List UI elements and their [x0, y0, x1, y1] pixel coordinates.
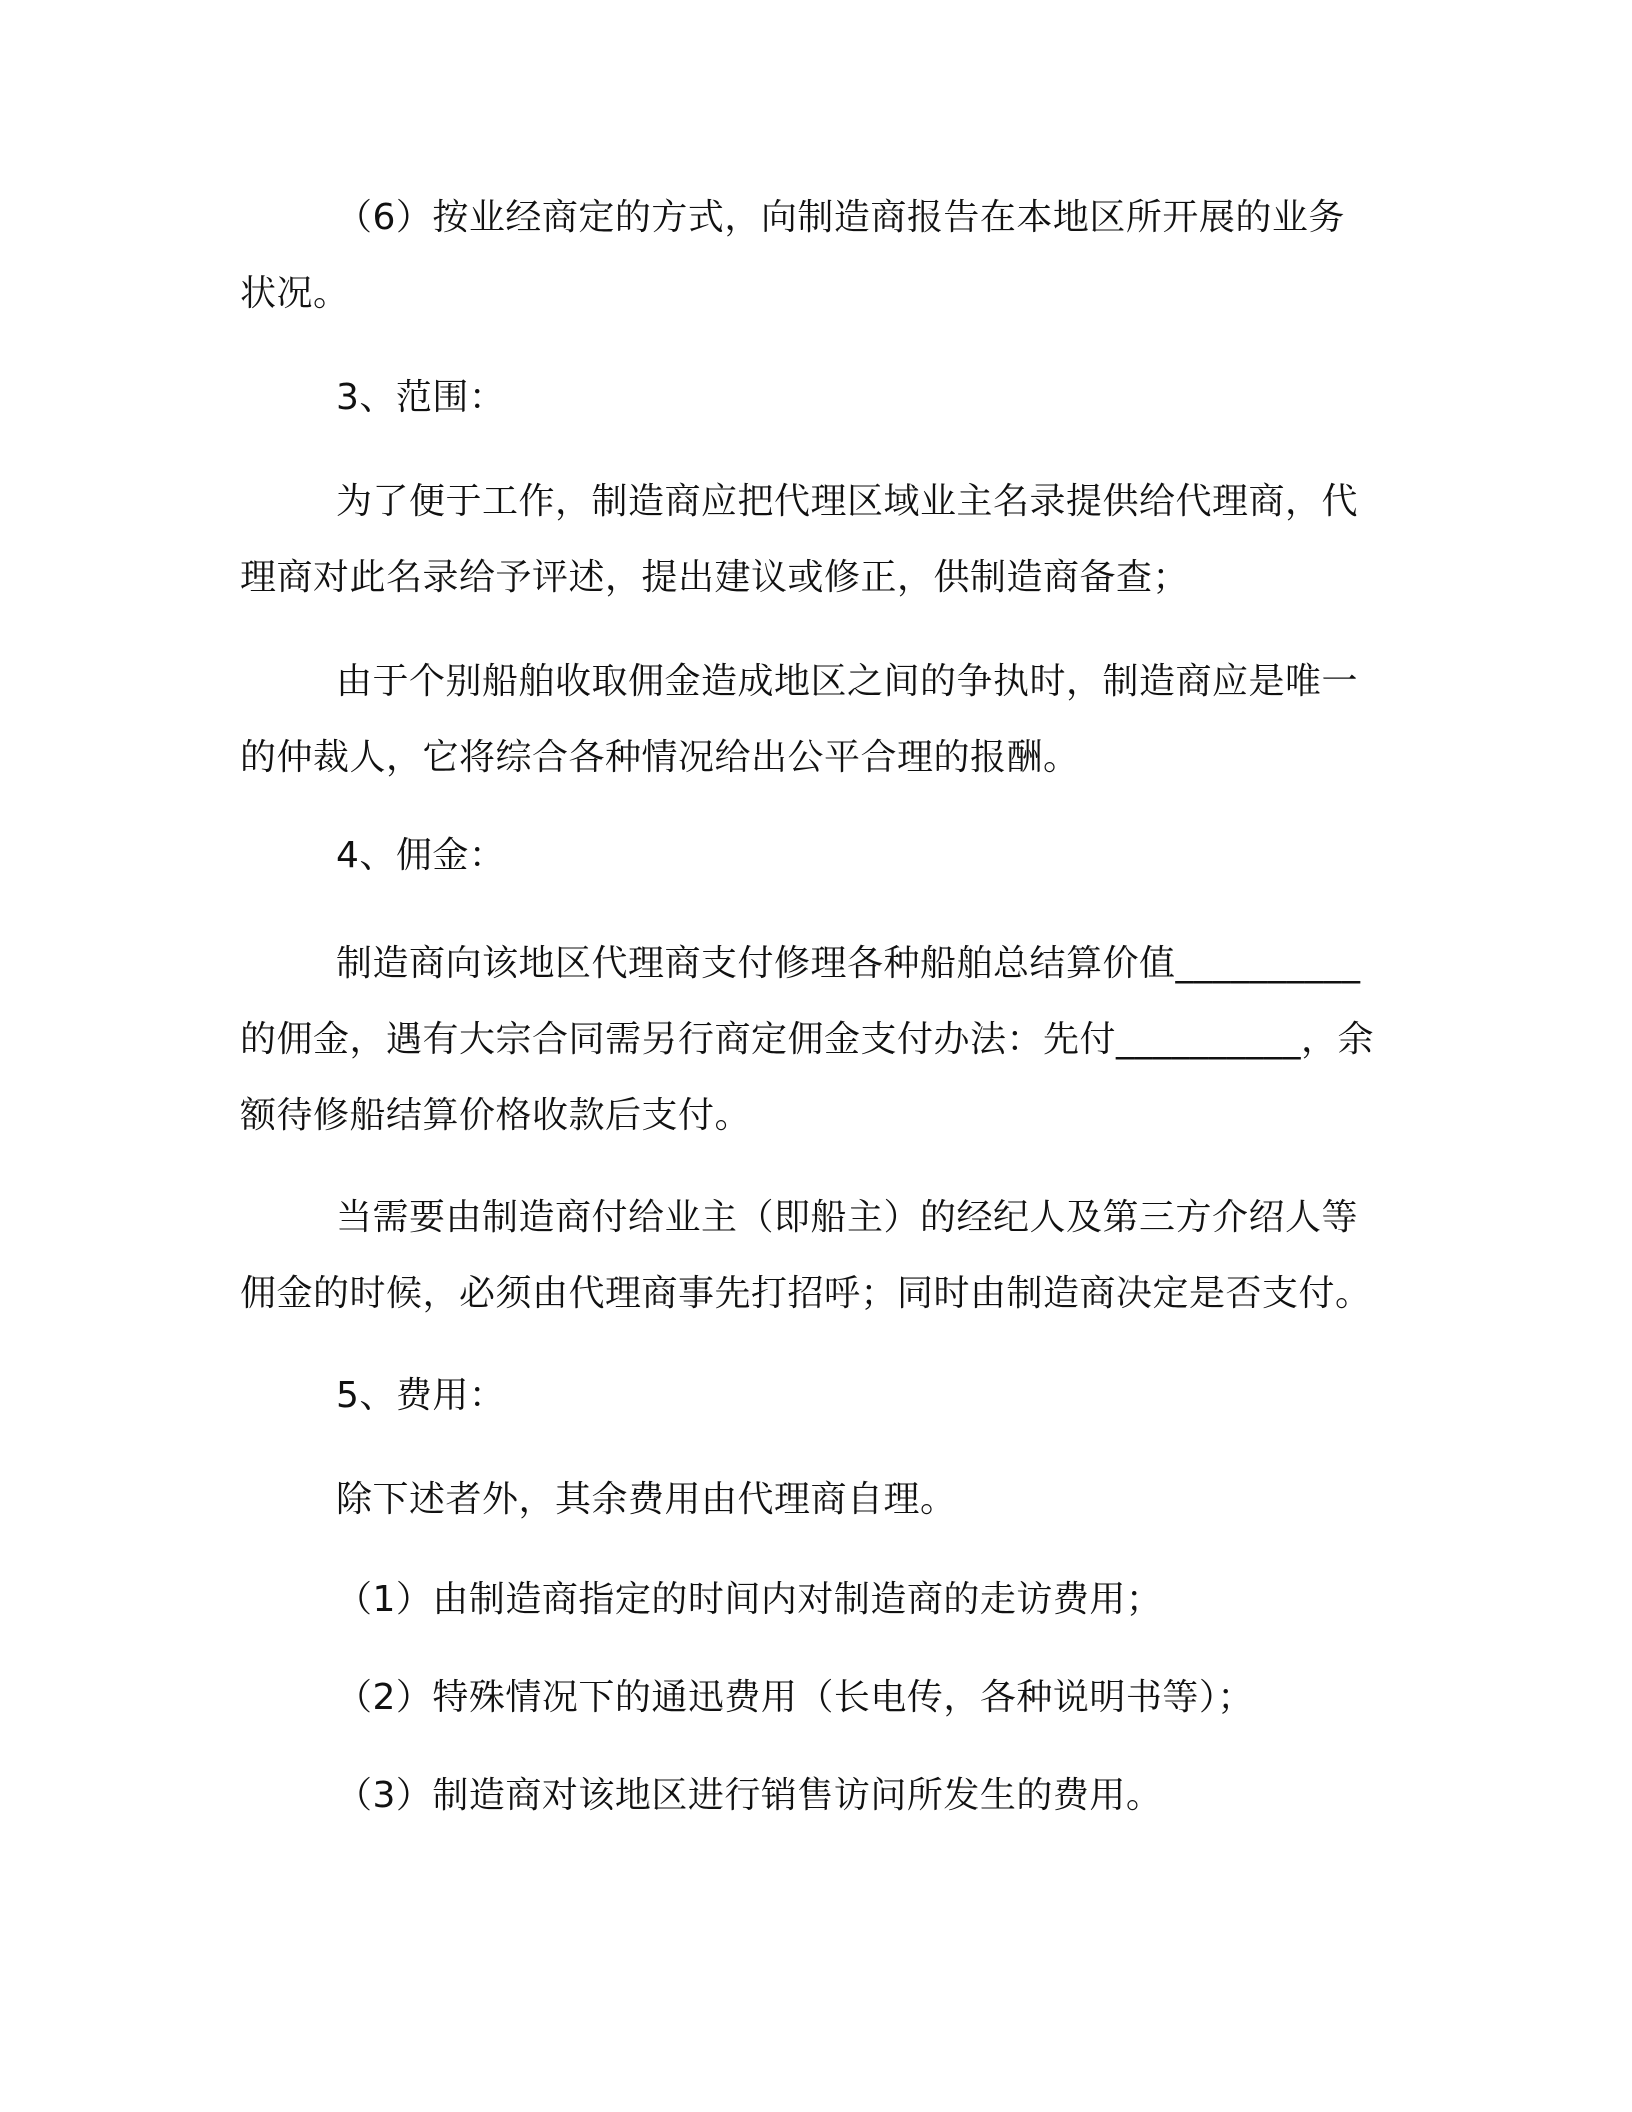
list-item-communication-expenses: （2）特殊情况下的通迅费用（长电传，各种说明书等）； — [336, 1677, 1254, 1718]
paragraph-commission-payment: 制造商向该地区代理商支付修理各种船舶总结算价值__________的佣金，遇有大宗合同需另行商定佣金支付办法：先付__________，余额待修船结算价格收款后支付。 — [240, 943, 1375, 1136]
paragraph-expense-exceptions: 除下述者外，其余费用由代理商自理。 — [336, 1479, 957, 1520]
paragraph-arbitration: 由于个别船舶收取佣金造成地区之间的争执时，制造商应是唯一的仲裁人，它将综合各种情况给出公平合理的报酬。 — [240, 661, 1359, 778]
heading-scope: 3、范围： — [336, 377, 506, 418]
paragraph-report-status: （6）按业经商定的方式，向制造商报告在本地区所开展的业务状况。 — [240, 197, 1345, 314]
heading-commission: 4、佣金： — [336, 835, 506, 876]
paragraph-owner-directory: 为了便于工作，制造商应把代理区域业主名录提供给代理商，代理商对此名录给予评述，提出建议或修正，供制造商备查； — [240, 481, 1359, 598]
list-item-sales-visit-expenses: （3）制造商对该地区进行销售访问所发生的费用。 — [336, 1775, 1163, 1816]
list-item-visit-expenses: （1）由制造商指定的时间内对制造商的走访费用； — [336, 1579, 1163, 1620]
paragraph-broker-commission: 当需要由制造商付给业主（即船主）的经纪人及第三方介绍人等佣金的时候，必须由代理商事先打招呼；同时由制造商决定是否支付。 — [240, 1197, 1372, 1314]
heading-expenses: 5、费用： — [336, 1375, 506, 1416]
